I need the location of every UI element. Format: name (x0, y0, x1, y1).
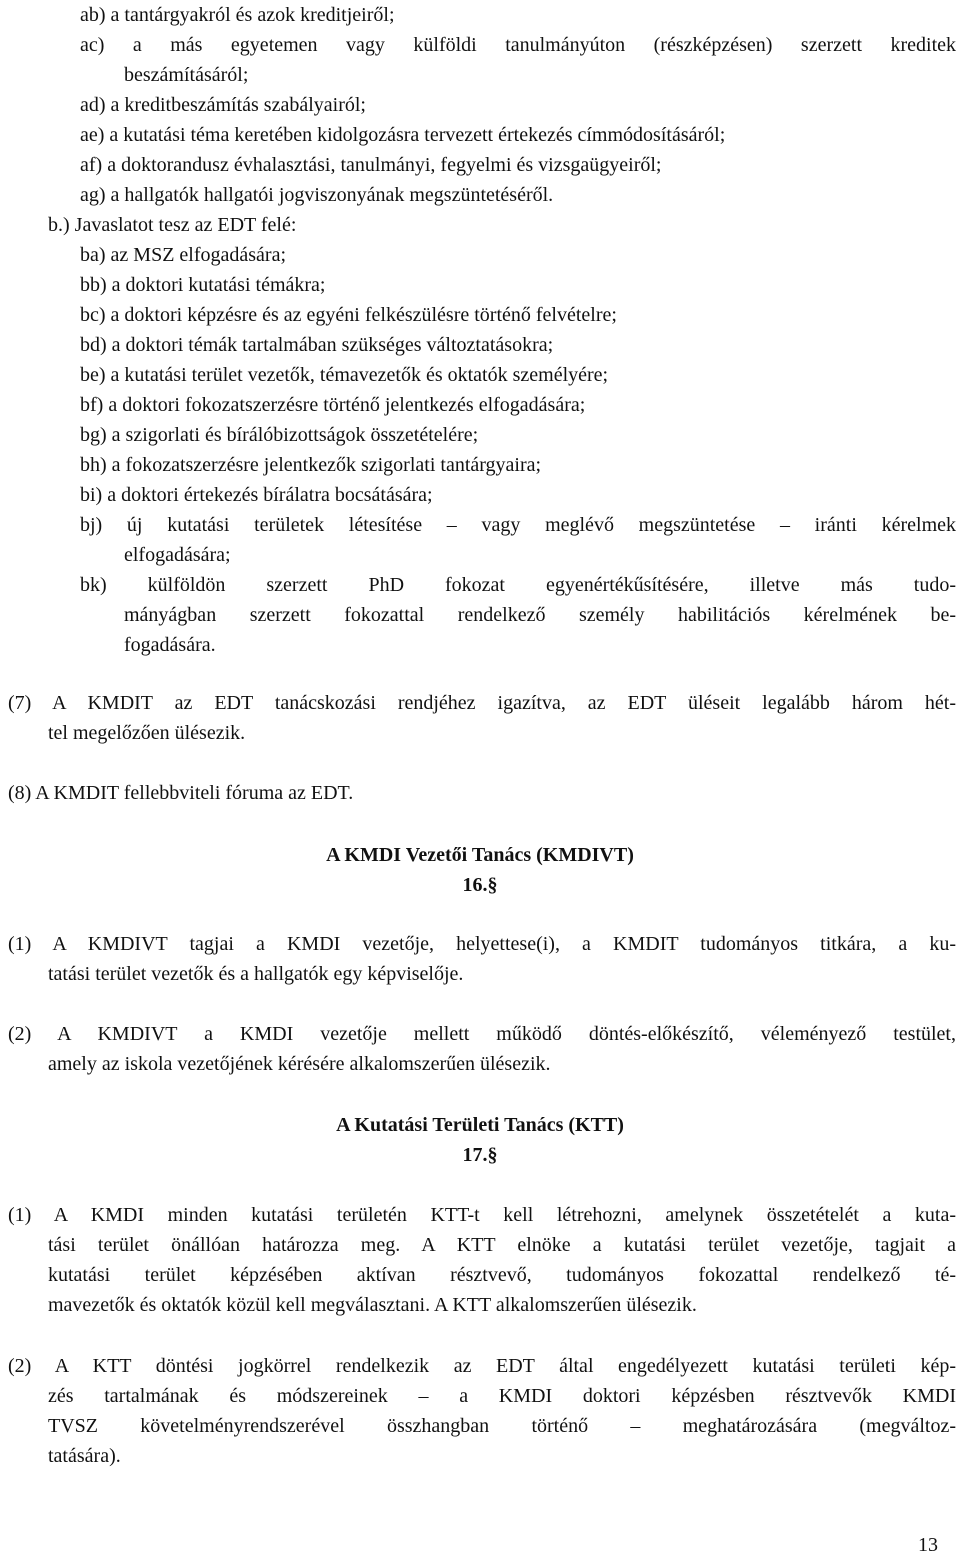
s17-paragraph-2-line4: tatására). (48, 1445, 121, 1467)
s16-paragraph-2: (2) A KMDIVT a KMDI vezetője mellett működő döntés-előkészítő, véleményező testület, (8, 1023, 956, 1045)
page-number: 13 (918, 1534, 938, 1556)
list-item-bc: bc) a doktori képzésre és az egyéni felkészülésre történő felvételre; (80, 304, 617, 326)
list-item-ba: ba) az MSZ elfogadására; (80, 244, 287, 266)
list-item-bg: bg) a szigorlati és bírálóbizottságok összetételére; (80, 424, 479, 446)
list-item-be: be) a kutatási terület vezetők, témavezetők és oktatók személyére; (80, 364, 609, 386)
list-item-ac-continued: beszámításáról; (124, 64, 249, 86)
s17-paragraph-1-line3: kutatási terület képzésében aktívan résztvevő, tudományos fokozattal rendelkező té- (48, 1264, 956, 1286)
section-17-title: 17.§ (462, 1144, 498, 1166)
s17-paragraph-1: (1) A KMDI minden kutatási területén KTT-t kell létrehozni, amelynek összetételét a kuta- (8, 1204, 956, 1226)
list-item-bd: bd) a doktori témák tartalmában szükséges változtatásokra; (80, 334, 554, 356)
list-item-bh: bh) a fokozatszerzésre jelentkezők szigorlati tantárgyaira; (80, 454, 542, 476)
paragraph-7: (7) A KMDIT az EDT tanácskozási rendjéhez igazítva, az EDT üléseit legalább három hét- (8, 692, 956, 714)
s17-paragraph-2: (2) A KTT döntési jogkörrel rendelkezik az EDT által engedélyezett kutatási területi kép- (8, 1355, 956, 1377)
heading-kmdivt: A KMDI Vezetői Tanács (KMDIVT) (326, 844, 634, 866)
list-item-ad: ad) a kreditbeszámítás szabályairól; (80, 94, 366, 116)
list-item-bk-continued-2: fogadására. (124, 634, 216, 656)
list-item-af: af) a doktorandusz évhalasztási, tanulmányi, fegyelmi és vizsgaügyeiről; (80, 154, 662, 176)
list-item-bk: bk) külföldön szerzett PhD fokozat egyenértékűsítésére, illetve más tudo- (80, 574, 956, 596)
paragraph-8: (8) A KMDIT fellebbviteli fóruma az EDT. (8, 782, 354, 804)
list-item-bi: bi) a doktori értekezés bírálatra bocsátására; (80, 484, 433, 506)
list-item-bf: bf) a doktori fokozatszerzésre történő jelentkezés elfogadására; (80, 394, 586, 416)
s17-paragraph-2-line2: zés tartalmának és módszereinek – a KMDI doktori képzésben résztvevők KMDI (48, 1385, 956, 1407)
s17-paragraph-2-line3: TVSZ követelményrendszerével összhangban történő – meghatározására (megváltoz- (48, 1415, 956, 1437)
list-item-ag: ag) a hallgatók hallgatói jogviszonyának megszüntetéséről. (80, 184, 554, 206)
section-b-heading: b.) Javaslatot tesz az EDT felé: (48, 214, 297, 236)
paragraph-7-continued: tel megelőzően ülésezik. (48, 722, 246, 744)
section-16-title: 16.§ (462, 874, 498, 896)
list-item-bb: bb) a doktori kutatási témákra; (80, 274, 326, 296)
s16-paragraph-1-continued: tatási terület vezetők és a hallgatók egy képviselője. (48, 963, 464, 985)
s16-paragraph-1: (1) A KMDIVT tagjai a KMDI vezetője, helyettese(i), a KMDIT tudományos titkára, a ku- (8, 933, 956, 955)
list-item-ae: ae) a kutatási téma keretében kidolgozásra tervezett értekezés címmódosításáról; (80, 124, 726, 146)
list-item-bj: bj) új kutatási területek létesítése – vagy meglévő megszüntetése – iránti kérelmek (80, 514, 956, 536)
heading-ktt: A Kutatási Területi Tanács (KTT) (336, 1114, 624, 1136)
s17-paragraph-1-line4: mavezetők és oktatók közül kell megválasztani. A KTT alkalomszerűen ülésezik. (48, 1294, 697, 1316)
list-item-ab: ab) a tantárgyakról és azok kreditjeiről; (80, 4, 395, 26)
list-item-bk-continued-1: mányágban szerzett fokozattal rendelkező személy habilitációs kérelmének be- (124, 604, 956, 626)
s16-paragraph-2-continued: amely az iskola vezetőjének kérésére alkalomszerűen ülésezik. (48, 1053, 551, 1075)
s17-paragraph-1-line2: tási terület önállóan határozza meg. A KTT elnöke a kutatási terület vezetője, tagjait a (48, 1234, 956, 1256)
list-item-bj-continued: elfogadására; (124, 544, 231, 566)
list-item-ac: ac) a más egyetemen vagy külföldi tanulmányúton (részképzésen) szerzett kreditek (80, 34, 956, 56)
